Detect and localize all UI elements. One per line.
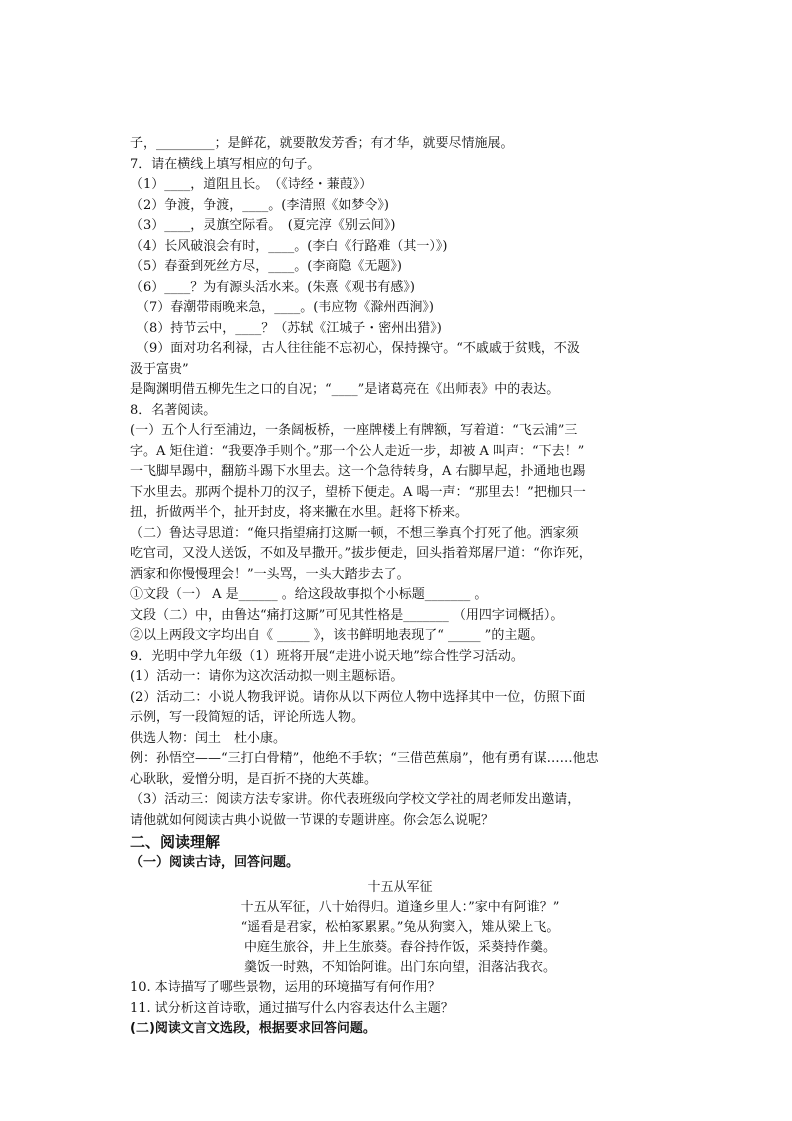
q7-item-5: （5）春蚕到死丝方尽，____。(李商隐《无题》): [130, 259, 402, 274]
passage-line: 洒家和你慢慢理会！”一头骂，一头大踏步去了。: [130, 566, 410, 582]
q8-subquestion: 文段（二）中，由鲁达“痛打这厮”可见其性格是_______ （用四字词概括）。: [130, 607, 564, 623]
example-line: 例：孙悟空——“三打白骨精”，他绝不手软；“三借芭蕉扇”，他有勇有谋……他忠: [130, 751, 599, 766]
poem-title: 十五从军征: [367, 880, 433, 895]
q7-item-3: （3）____，灵旗空际看。 (夏完淳《别云间》): [130, 218, 396, 233]
q8-subquestion: ①文段（一） A 是______ 。给这段故事拟个小标题_______ 。: [130, 587, 488, 602]
q7-item-7: （7）春潮带雨晚来急，____。(韦应物《滁州西涧》): [136, 300, 434, 315]
poem-line: 羹饭一时熟，不知饴阿谁。出门东向望，泪落沾我衣。: [243, 960, 556, 975]
poem-line: “遥看是君家，松柏冢累累。”兔从狗窦入，雉从梁上飞。: [240, 920, 560, 935]
q8-subquestion: ②以上两段文字均出自《 _____ 》，该书鲜明地表现了“ _____ ”的主题。: [130, 628, 544, 643]
text-line: 汲于富贵”: [130, 361, 189, 377]
poem-line: 十五从军征，八十始得归。道逢乡里人：”家中有阿谁？”: [240, 900, 560, 915]
text-line: 是陶渊明借五柳先生之口的自况；“____”是诸葛亮在《出师表》中的表达。: [130, 382, 560, 397]
passage-line: （二）鲁达寻思道：“俺只指望痛打这厮一顿，不想三拳真个打死了他。洒家须: [130, 525, 579, 541]
text-line: 请他就如何阅读古典小说做一节课的专题讲座。你会怎么说呢？: [130, 812, 495, 828]
text-line: 供选人物：闰土 杜小康。: [130, 730, 287, 746]
question-11: 11. 试分析这首诗歌，通过描写什么内容表达什么主题？: [130, 1000, 454, 1016]
q9-activity-1: (1）活动一：请你为这次活动拟一则主题标语。: [130, 669, 404, 684]
passage-line: 扭，折做两半个，扯开封皮，将来撇在水里。赶将下桥来。: [130, 505, 469, 520]
subsection-1-title: （一）阅读古诗，回答问题。: [130, 855, 300, 870]
q7-item-9: （9）面对功名利禄，古人往往能不忘初心，保持操守。“不戚戚于贫贱，不汲: [136, 341, 580, 356]
q7-item-4: （4）长风破浪会有时，____。(李白《行路难（其一）》): [130, 238, 448, 254]
passage-line: (一）五个人行至浦边，一条阔板桥，一座牌楼上有牌额，写着道：“飞云浦”三: [130, 423, 578, 438]
section-2-title: 二、阅读理解: [130, 833, 221, 851]
q7-item-6: （6）____？为有源头活水来。(朱熹《观书有感》): [130, 279, 415, 295]
passage-line: 一飞脚早踢中，翻筋斗踢下水里去。这一个急待转身，A 右脚早起，扑通地也踢: [130, 464, 586, 479]
passage-line: 字。A 矩住道：“我要净手则个。”那一个公人走近一步，却被 A 叫声：“下去！”: [130, 443, 585, 459]
example-line: 心耿耿，爱憎分明，是百折不挠的大英雄。: [130, 771, 378, 787]
document-body: [130, 134, 670, 1038]
poem-line: 中庭生旅谷，井上生旅葵。舂谷持作饭，采葵持作羹。: [243, 940, 556, 955]
question-8-heading: 8．名著阅读。: [130, 402, 217, 418]
question-10: 10. 本诗描写了哪些景物，运用的环境描写有何作用？: [130, 980, 441, 995]
text-line: 子，_________；是鲜花，就要散发芳香；有才华，就要尽情施展。: [130, 136, 514, 151]
passage-line: 吃官司，又没人送饭，不如及早撒开。”拔步便走，回头指着郑屠尸道：“你诈死，: [130, 546, 592, 561]
text-line: 示例，写一段简短的话，评论所选人物。: [130, 710, 365, 725]
question-9-heading: 9．光明中学九年级（1）班将开展“走进小说天地”综合性学习活动。: [130, 648, 524, 664]
subsection-2-title: (二)阅读文言文选段，根据要求回答问题。: [130, 1021, 376, 1036]
q7-item-1: （1）____，道阻且长。 （《诗经・蒹葭》）: [130, 177, 373, 192]
passage-line: 下水里去。那两个提朴刀的汉子，望桥下便走。A 喝一声：“那里去！”把枷只一: [130, 484, 586, 500]
q7-item-8: （8）持节云中，____？（苏轼《江城子・密州出猎》): [136, 320, 442, 336]
q9-activity-2: (2）活动二：小说人物我评说。请你从以下两位人物中选择其中一位，仿照下面: [130, 689, 586, 705]
question-7-heading: 7．请在横线上填写相应的句子。: [130, 156, 321, 172]
q7-item-2: （2）争渡，争渡，____。(李清照《如梦令》): [130, 197, 389, 213]
q9-activity-3: （3）活动三：阅读方法专家讲。你代表班级向学校文学社的周老师发出邀请，: [130, 792, 581, 807]
